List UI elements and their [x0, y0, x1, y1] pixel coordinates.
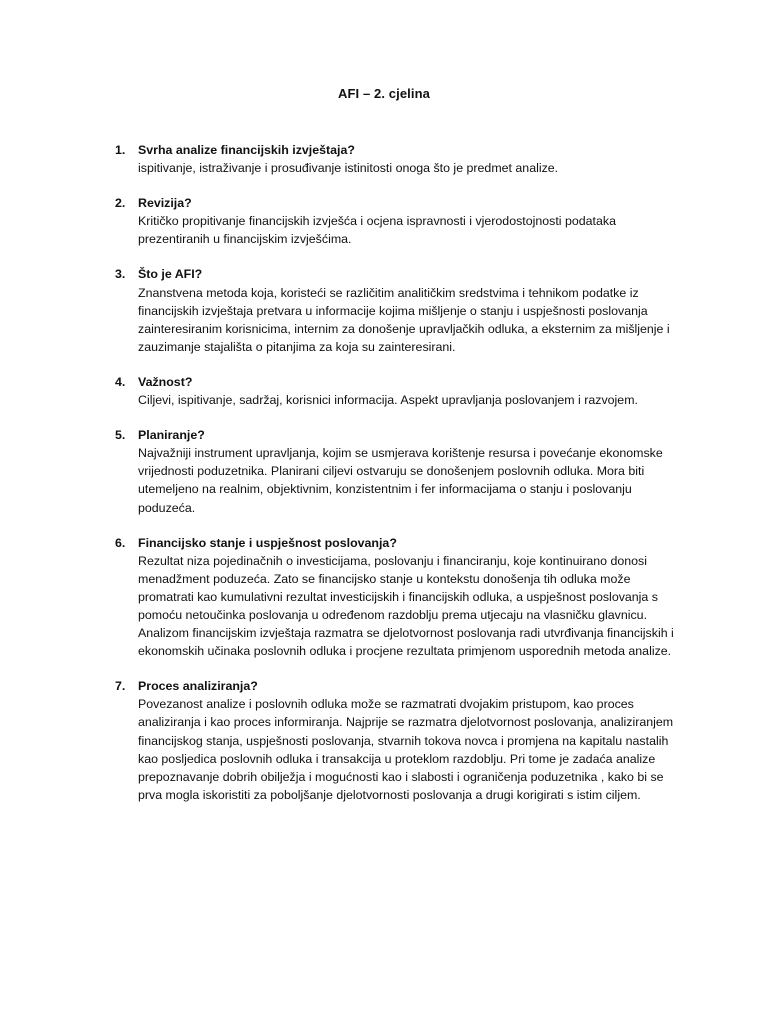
answer-text: Povezanost analize i poslovnih odluka može se razmatrati dvojakim pristupom, kao proces analiziranja i kao proces informiranja. Najprije se razmatra djelotvornost poslovanja, analiziranjem financijskog stanja, uspješnosti poslovanja, stvarnih tokova novca i promjena na kapitalu nastalih kao posljedica poslovnih odluka i transakcija u proteklom razdoblju. Pri tome je zadaća analize prepoznavanje dobrih obilježja i mogućnosti kao i slabosti i ograničenja poduzetnika , kako bi se prva mogla iskoristiti za poboljšanje djelotvornosti poslovanja a drugi korigirati s istim ciljem. — [138, 697, 674, 802]
item-number: 5. — [115, 428, 126, 443]
question-item — [115, 265, 685, 355]
answer-text: Znanstvena metoda koja, koristeći se različitim analitičkim sredstvima i tehnikom podatke iz financijskih izvještaja pretvara u informacije kojima mišljenje o stanju i uspješnosti poslovanja zainteresiranim korisnicima, internim za donošenje upravljačkih odluka, a eksternim za mišljenje i zauzimanje stajališta o pitanjima za koja su zainteresirani. — [138, 285, 670, 354]
question-item — [115, 677, 685, 804]
question-heading: Proces analiziranja? — [138, 679, 258, 694]
item-number: 2. — [115, 196, 126, 211]
answer-text: ispitivanje, istraživanje i prosuđivanje istinitosti onoga što je predmet analize. — [138, 161, 559, 176]
question-heading: Planiranje? — [138, 428, 205, 443]
answer-text: Kritičko propitivanje financijskih izvješća i ocjena ispravnosti i vjerodostojnosti podataka prezentiranih u financijskim izvješćima. — [138, 214, 616, 247]
question-heading: Svrha analize financijskih izvještaja? — [138, 143, 355, 157]
question-item — [115, 141, 685, 177]
question-heading: Revizija? — [138, 196, 192, 211]
answer-text: Rezultat niza pojedinačnih o investicijama, poslovanju i financiranju, koje kontinuirano donosi menadžment poduzeća. Zato se financijsko stanje u kontekstu donošenja tih odluka može promatrati kao kumulativni rezultat investicijskih i financijskih odluka, a uspješnost poslovanja s pomoću netoučinka poslovanja u određenom razdoblju prema utjecaju na vlasničku glavnicu. Analizom financijskim izvještaja razmatra se djelotvornost poslovanja radi utvrđivanja financijskih i ekonomskih učinaka poslovnih odluka i procjene rezultata primjenom usporednih metoda analize. — [138, 553, 674, 659]
item-number: 6. — [115, 535, 126, 550]
answer-text: Najvažniji instrument upravljanja, kojim se usmjerava korištenje resursa i povećanje ekonomske vrijednosti poduzetnika. Planirani ciljevi ostvaruju se donošenjem poslovnih odluka. Mora biti utemeljeno na realnim, objektivnim, konzistentnim i fer informacijama o stanju i poslovanju poduzeća. — [138, 446, 663, 515]
question-list — [115, 141, 685, 820]
item-number: 7. — [115, 679, 126, 694]
item-number: 4. — [115, 374, 126, 389]
question-item — [115, 534, 685, 661]
question-item — [115, 194, 685, 248]
item-number: 3. — [115, 267, 126, 282]
question-item — [115, 373, 685, 409]
answer-text: Ciljevi, ispitivanje, sadržaj, korisnici informacija. Aspekt upravljanja poslovanjem i razvojem. — [138, 393, 638, 408]
question-heading: Financijsko stanje i uspješnost poslovanja? — [138, 535, 397, 550]
page-title: AFI – 2. cjelina — [338, 86, 430, 101]
item-number: 1. — [115, 143, 126, 157]
question-heading: Što je AFI? — [138, 267, 203, 282]
question-item — [115, 426, 685, 516]
question-heading: Važnost? — [138, 374, 193, 389]
